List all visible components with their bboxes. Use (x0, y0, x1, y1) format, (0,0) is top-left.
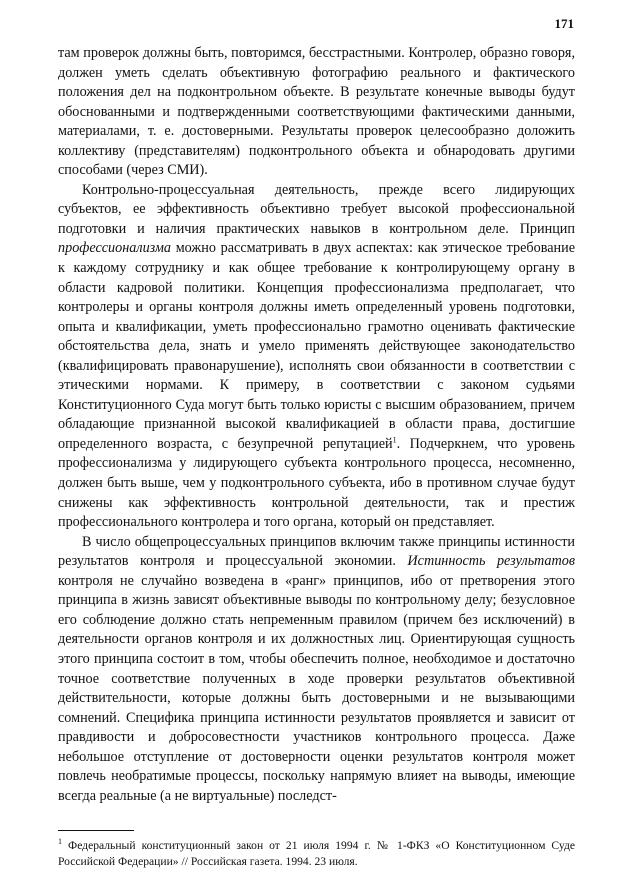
paragraph (58, 533, 575, 807)
footnote-text: Федеральный конституционный закон от 21 июля 1994 г. № 1-ФКЗ «О Конституционном Суде Российской Федерации» // Российская газета. 1994. 23 июля. (58, 839, 575, 868)
paragraph-text: контроля не случайно возведена в «ранг» принципов, ибо от претворения этого принципа в жизнь зависят объективные выводы по контрольному делу; безусловное его соблюдение должно стать непременным правилом (причем без исключений) в деятельности органов контроля и их должностных лиц. Ориентирующая сущность этого принципа состоит в том, чтобы обеспечить полное, необходимое и достаточно точное соответствие полученных в ходе проверки результатов объективной действительности, которые должны быть достоверными и не вызывающими сомнений. Специфика принципа истинности результатов проявляется и зависит от правдивости и добросовестности участников контрольного процесса. Даже небольшое отступление от достоверности оценки результатов контроля может повлечь необратимые процессы, поскольку напрямую влияет на выводы, имеющие всегда реальные (а не виртуальные) последст- (58, 572, 575, 804)
footnote-reference: 1 (392, 435, 397, 445)
footnote (58, 838, 575, 869)
footnote-divider (58, 830, 134, 831)
page-number: 171 (554, 16, 574, 31)
body-text (58, 44, 575, 806)
paragraph-text: Контрольно-процессуальная деятельность, прежде всего лидирующих субъектов, ее эффективность объективно требует высокой профессиональной подготовки и наличия практических навыков в контрольном деле. Принцип (58, 181, 575, 237)
paragraph-text: В число общепроцессуальных принципов включим также принципы истинности результатов контроля и процессуальной экономии. (58, 533, 575, 570)
paragraph (58, 181, 575, 533)
paragraph (58, 44, 575, 181)
emphasized-term: Истинность результатов (407, 553, 575, 570)
paragraph-text: . Подчеркнем, что уровень профессионализма у лидирующего субъекта контрольного процесса, несомненно, должен быть выше, чем у подконтрольного субъекта, ибо в противном случае будут снижены как эффективность контрольной деятельности, так и престиж профессионального контролера и того органа, который он представляет. (58, 435, 576, 531)
paragraph-text: там проверок должны быть, повторимся, бесстрастными. Контролер, образно говоря, должен уметь сделать объективную фотографию реального и фактического положения дел на подконтрольном объекте. В результате конечные выводы будут обоснованными и подтвержденными соответствующими фактическими данными, материалами, т. е. достоверными. Результаты проверок целесообразно доложить коллективу (представителям) подконтрольного объекта и обнародовать другими способами (через СМИ). (58, 45, 575, 179)
paragraph-text: можно рассматривать в двух аспектах: как этическое требование к каждому сотруднику и как общее требование к контролирующему органу в области кадровой политики. Концепция профессионализма предполагает, что контролеры и органы контроля должны иметь определенный уровень подготовки, опыта и квалификации, уметь профессионально грамотно оценивать фактические обстоятельства дела, знать и умело применять действующее законодательство (квалифицировать правонарушение), исполнять свои обязанности в соответствии с этическими нормами. К примеру, в соответствии с законом судьями Конституционного Суда могут быть только юристы с высшим образованием, причем обладающие признанной высокой квалификацией в области права, достигшие определенного возраста, с безупречной репутацией (58, 240, 575, 452)
emphasized-term: профессионализма (58, 240, 171, 257)
footnote-marker: 1 (58, 837, 62, 847)
